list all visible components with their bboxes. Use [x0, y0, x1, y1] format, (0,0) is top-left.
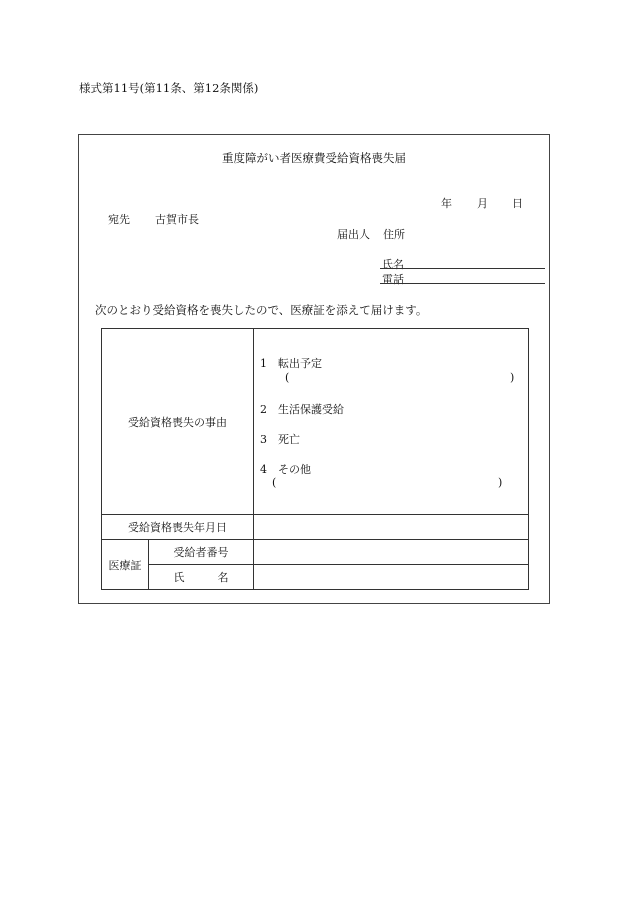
- statement-text: 次のとおり受給資格を喪失したので、医療証を添えて届けます。: [95, 303, 428, 317]
- date-month-label: 月: [477, 197, 488, 210]
- card-name-label: 氏 名: [173, 571, 229, 584]
- option-4-label: 4 その他: [260, 463, 311, 476]
- recipient-number-label-cell: [149, 540, 254, 565]
- loss-date-value-cell[interactable]: [254, 515, 529, 540]
- option-1-label: 1 転出予定: [260, 357, 322, 370]
- option-1-paren-open: (: [285, 371, 290, 384]
- reason-row: [102, 329, 529, 515]
- recipient-number-label: 受給者番号: [173, 546, 229, 559]
- phone-label: 電話: [382, 273, 404, 286]
- card-name-value-cell[interactable]: [254, 565, 529, 590]
- reason-options-cell: [254, 329, 529, 515]
- date-day-label: 日: [512, 197, 523, 210]
- reason-header: 受給資格喪失の事由: [128, 415, 227, 429]
- recipient-number-row: [102, 540, 529, 565]
- recipient-number-value-cell[interactable]: [254, 540, 529, 565]
- name-underline: [380, 268, 545, 269]
- loss-details-table: [101, 328, 529, 590]
- loss-date-label-cell: [102, 515, 254, 540]
- option-3-label: 3 死亡: [260, 433, 300, 446]
- loss-date-label: 受給資格喪失年月日: [128, 521, 227, 534]
- option-4-paren-open: (: [272, 476, 277, 489]
- form-number: 様式第11号(第11条、第12条関係): [79, 81, 259, 95]
- addressee-name: 古賀市長: [155, 213, 199, 226]
- card-label-cell: [102, 540, 149, 590]
- date-year-label: 年: [441, 197, 452, 210]
- option-2-label: 2 生活保護受給: [260, 403, 344, 416]
- card-label: 医療証: [108, 558, 142, 572]
- address-label: 住所: [383, 228, 405, 241]
- reason-header-cell: [102, 329, 254, 515]
- option-4-paren-close: ): [498, 476, 503, 489]
- form-title: 重度障がい者医療費受給資格喪失届: [222, 151, 406, 165]
- card-name-row: [102, 565, 529, 590]
- card-name-label-cell: [149, 565, 254, 590]
- applicant-label: 届出人: [337, 228, 370, 241]
- addressee-label: 宛先: [108, 213, 130, 226]
- loss-date-row: [102, 515, 529, 540]
- name-label: 氏名: [382, 258, 404, 271]
- option-1-paren-close: ): [510, 371, 515, 384]
- phone-underline: [380, 283, 545, 284]
